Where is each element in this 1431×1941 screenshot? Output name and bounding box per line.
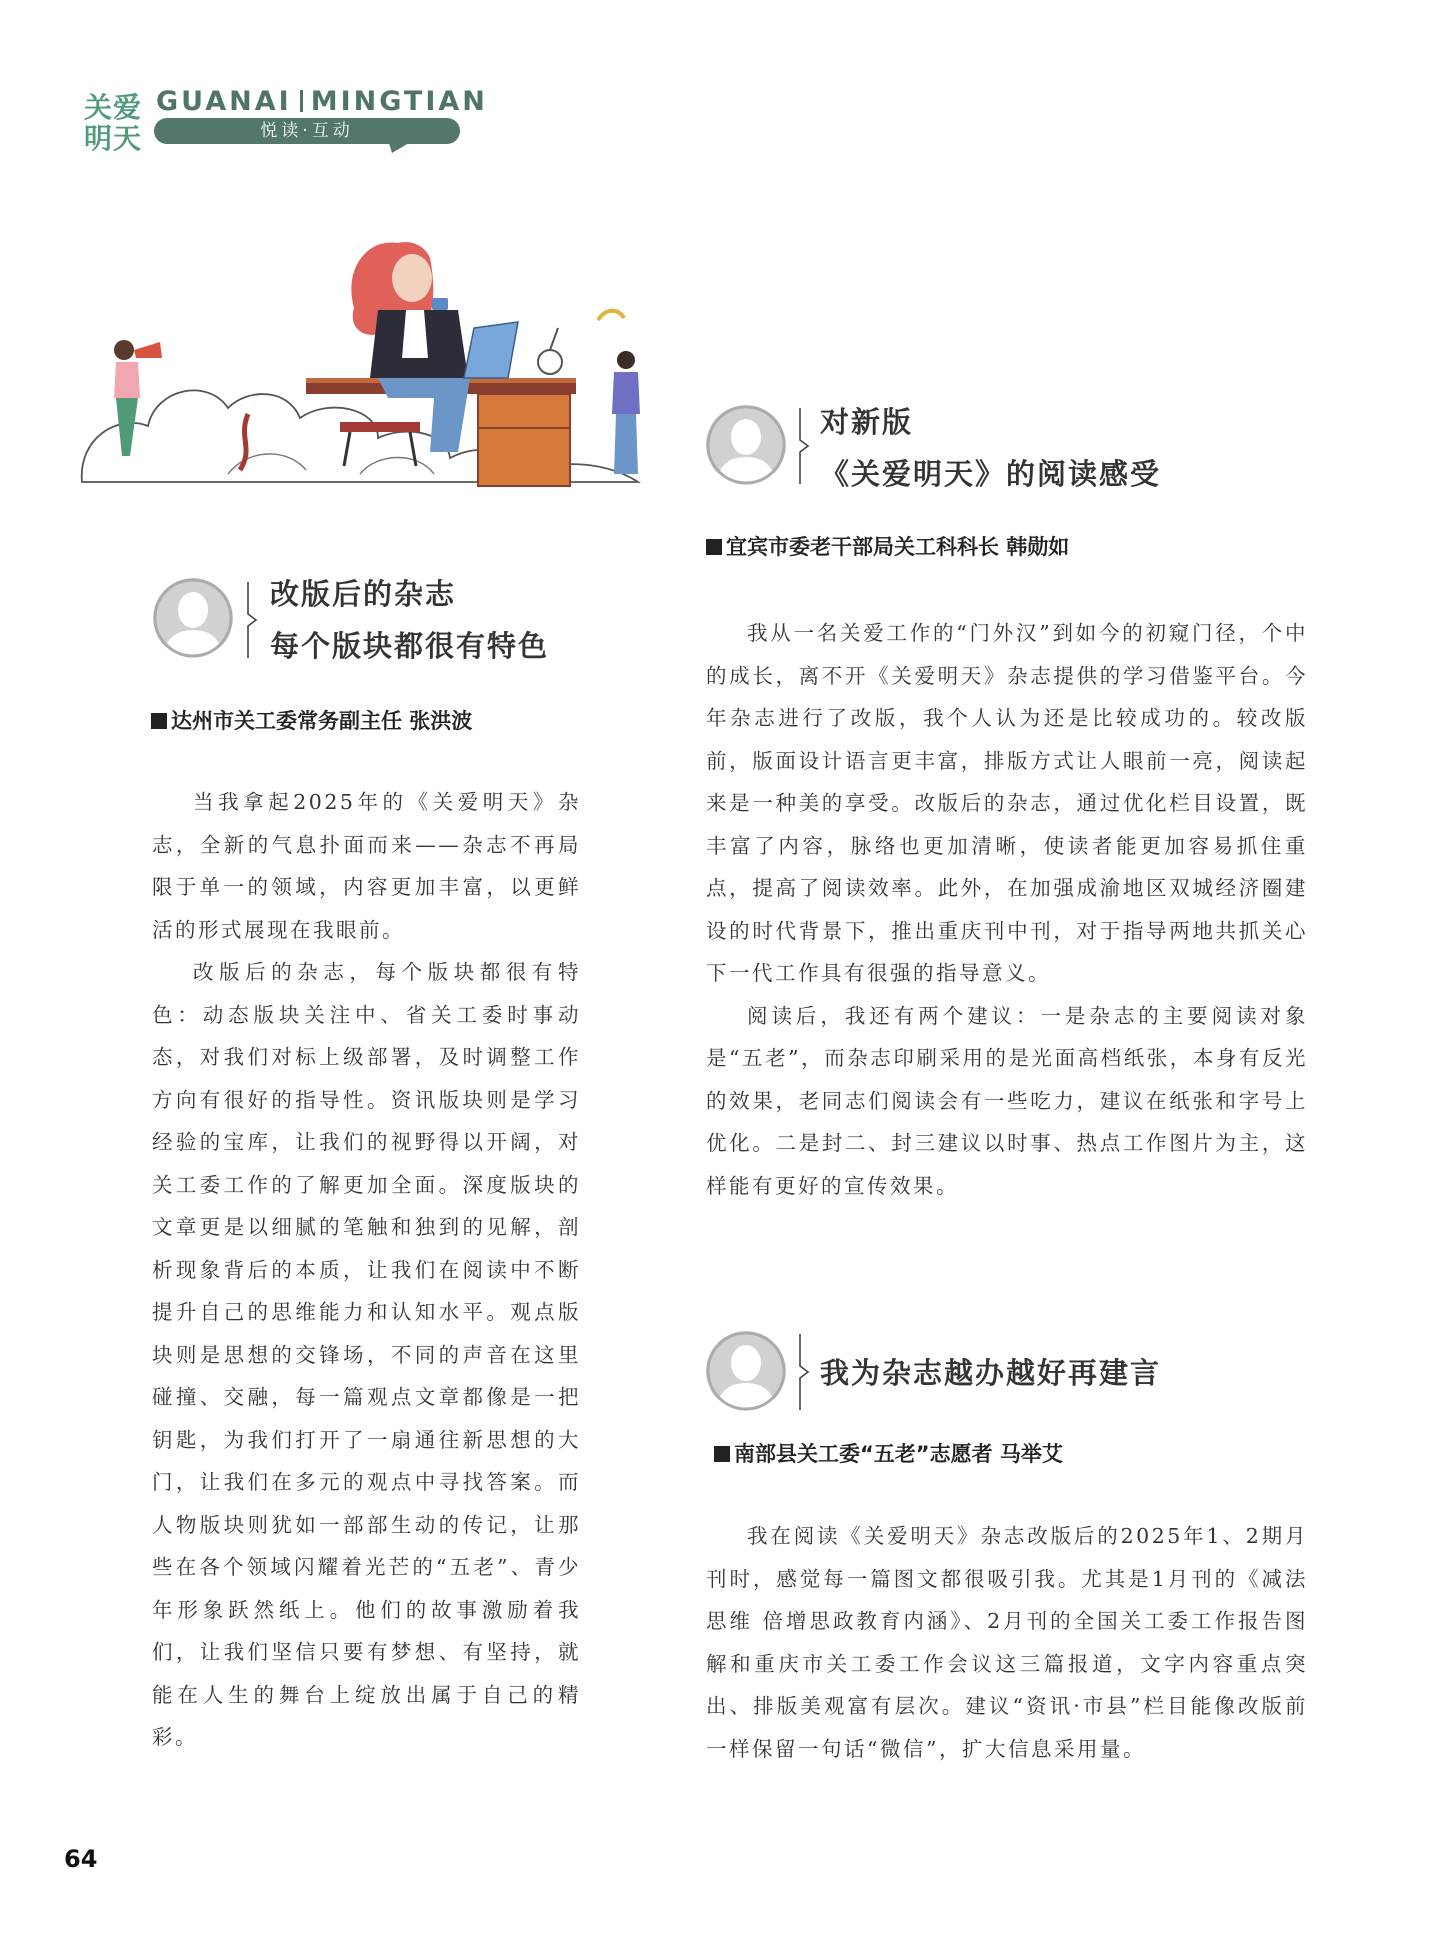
byline-square-icon xyxy=(714,1446,730,1462)
article-1-title-line1: 改版后的杂志 xyxy=(270,577,457,611)
byline-square-icon xyxy=(151,713,167,729)
article-2-paragraph-1: 我从一名关爱工作的“门外汉”到如今的初窥门径，个中的成长，离不开《关爱明天》杂志提供的学习借鉴平台。今年杂志进行了改版，我个人认为还是比较成功的。较改版前，版面设计语言更丰富，排版方式让人眼前一亮，阅读起来是一种美的享受。改版后的杂志，通过优化栏目设置，既丰富了内容，脉络也更加清晰，使读者能更加容易抓住重点，提高了阅读效率。此外，在加强成渝地区双城经济圈建设的时代背景下，推出重庆刊中刊，对于指导两地共抓关心下一代工作具有很强的指导意义。 xyxy=(706,621,1308,985)
article-1-paragraph-2: 改版后的杂志，每个版块都很有特色：动态版块关注中、省关工委时事动态，对我们对标上级部署，及时调整工作方向有很好的指导性。资讯版块则是学习经验的宝库，让我们的视野得以开阔，对关工委工作的了解更加全面。深度版块的文章更是以细腻的笔触和独到的见解，剖析现象背后的本质，让我们在阅读中不断提升自己的思维能力和认知水平。观点版块则是思想的交锋场，不同的声音在这里碰撞、交融，每一篇观点文章都像是一把钥匙，为我们打开了一扇通往新思想的大门，让我们在多元的观点中寻找答案。而人物版块则犹如一部部生动的传记，让那些在各个领域闪耀着光芒的“五老”、青少年形象跃然纸上。他们的故事激励着我们，让我们坚信只要有梦想、有坚持，就能在人生的舞台上绽放出属于自己的精彩。 xyxy=(152,960,581,1749)
logo-chinese xyxy=(84,92,142,154)
article-1-paragraph-1: 当我拿起2025年的《关爱明天》杂志，全新的气息扑面而来——杂志不再局限于单一的领域，内容更加丰富，以更鲜活的形式展现在我眼前。 xyxy=(152,790,581,942)
article-1-title xyxy=(270,568,549,672)
article-2-title-line1: 对新版 xyxy=(820,405,914,439)
title-brace-icon xyxy=(796,406,814,486)
article-2-title-line2: 《关爱明天》的阅读感受 xyxy=(820,457,1162,491)
reading-illustration xyxy=(78,238,656,488)
author-avatar-1 xyxy=(153,578,233,658)
article-2-body xyxy=(706,612,1308,1207)
article-3-body xyxy=(706,1515,1308,1770)
article-2-title xyxy=(820,396,1161,500)
logo-en-right: MINGTIAN xyxy=(310,86,488,117)
article-1-byline xyxy=(151,705,472,735)
article-3-title xyxy=(820,1347,1161,1399)
title-brace-icon xyxy=(244,580,262,660)
logo-en-left: GUANAI xyxy=(156,86,292,117)
article-3-byline xyxy=(714,1438,1063,1468)
article-2-author: 宜宾市委老干部局关工科科长 韩勋如 xyxy=(726,535,1070,559)
author-avatar-2 xyxy=(706,405,786,485)
article-2-paragraph-2: 阅读后，我还有两个建议：一是杂志的主要阅读对象是“五老”，而杂志印刷采用的是光面高档纸张，本身有反光的效果，老同志们阅读会有一些吃力，建议在纸张和字号上优化。二是封二、封三建议以时事、热点工作图片为主，这样能有更好的宣传效果。 xyxy=(706,1003,1308,1198)
article-3-paragraph-1: 我在阅读《关爱明天》杂志改版后的2025年1、2期月刊时，感觉每一篇图文都很吸引我。尤其是1月刊的《减法思维 倍增思政教育内涵》、2月刊的全国关工委工作报告图解和重庆市关工委工作会议这三篇报道，文字内容重点突出、排版美观富有层次。建议“资讯·市县”栏目能像改版前一样保留一句话“微信”，扩大信息采用量。 xyxy=(706,1524,1308,1761)
byline-square-icon xyxy=(706,539,722,555)
article-3-author: 南部县关工委“五老”志愿者 马举艾 xyxy=(734,1442,1063,1466)
article-1-author: 达州市关工委常务副主任 张洪波 xyxy=(171,709,473,733)
logo-cn-line2: 明天 xyxy=(84,122,143,155)
article-1-title-line2: 每个版块都很有特色 xyxy=(270,629,550,663)
page-number: 64 xyxy=(64,1845,98,1873)
logo-english xyxy=(156,86,488,117)
article-2-byline xyxy=(706,531,1069,561)
logo-cn-line1: 关爱 xyxy=(84,91,143,124)
logo-divider xyxy=(300,90,303,112)
article-3-title-line1: 我为杂志越办越好再建言 xyxy=(820,1356,1162,1390)
article-1-body xyxy=(152,781,581,1759)
author-avatar-3 xyxy=(706,1331,786,1411)
section-label: 悦读·互动 xyxy=(154,118,460,144)
speech-tail-icon xyxy=(388,140,414,154)
title-brace-icon xyxy=(796,1332,814,1412)
